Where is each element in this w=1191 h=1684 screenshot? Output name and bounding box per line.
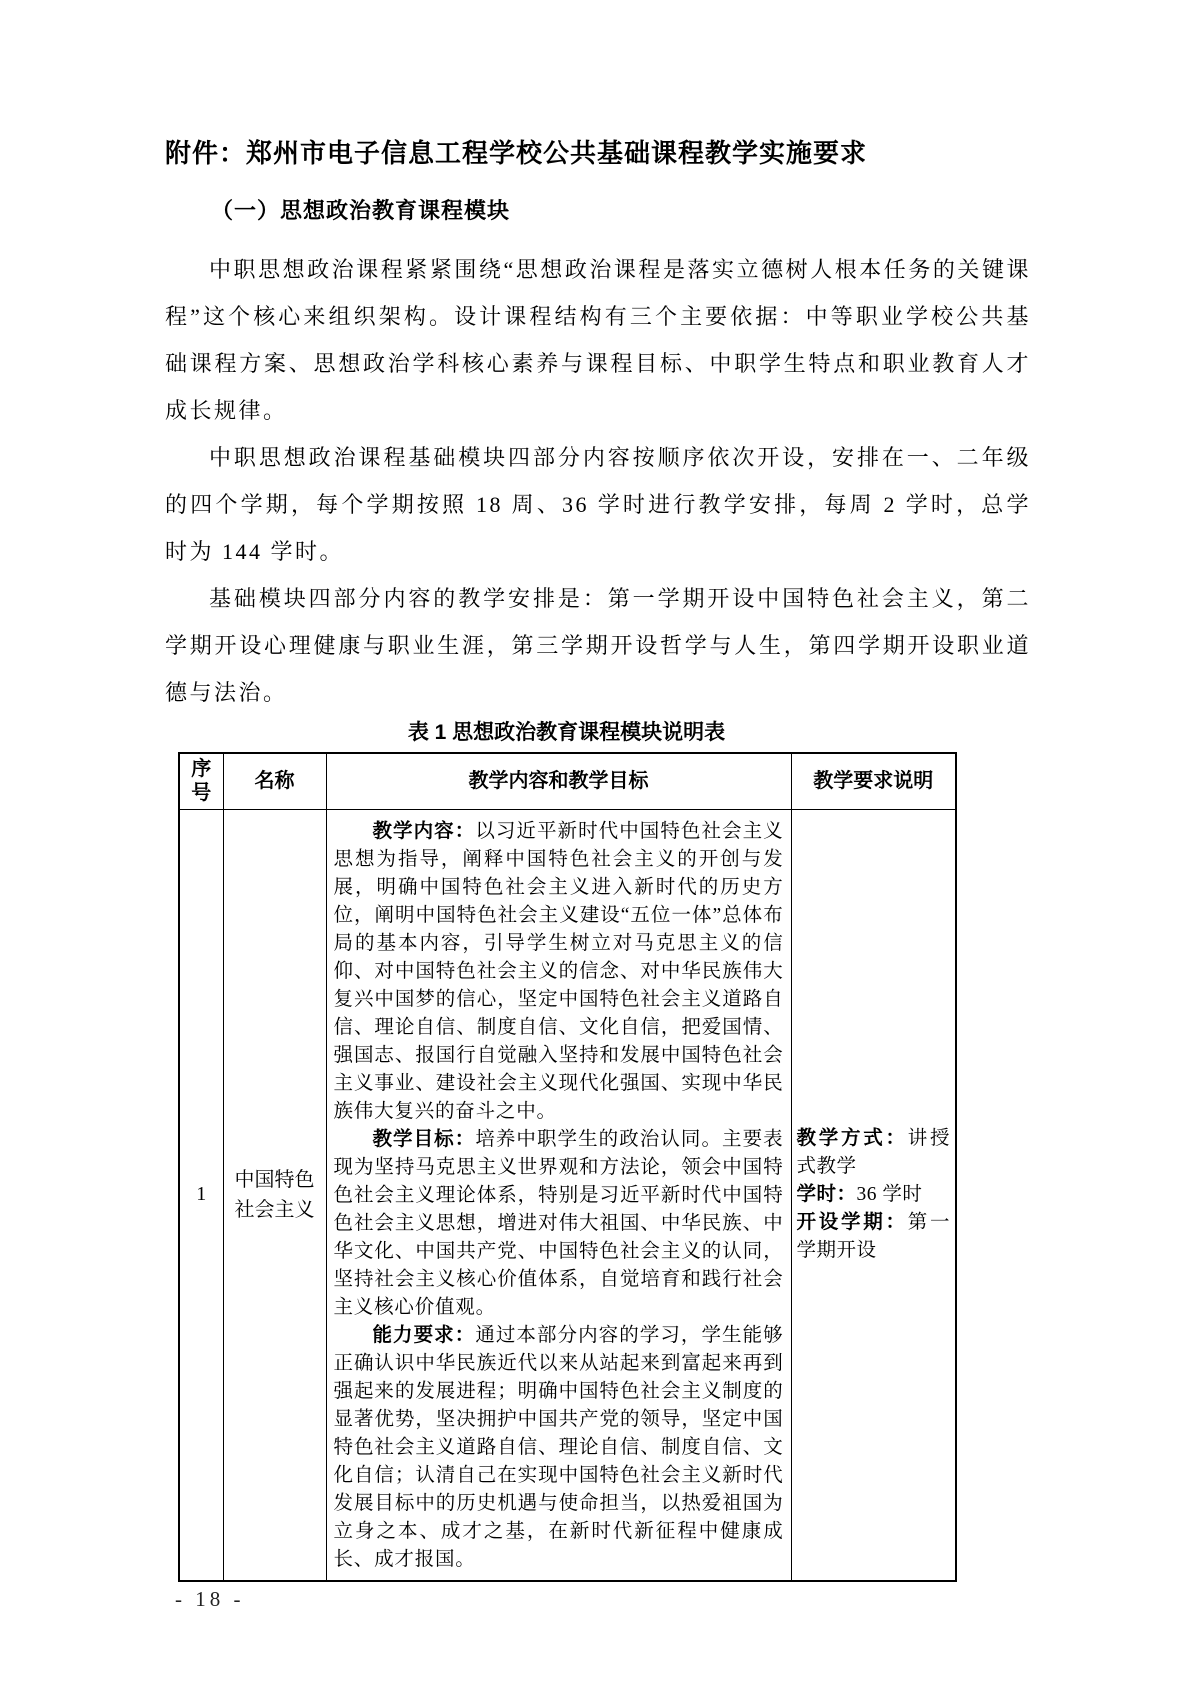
teaching-goal-paragraph xyxy=(334,1126,784,1322)
section-heading: （一）思想政治教育课程模块 xyxy=(211,198,511,223)
teaching-method-label: 教学方式： xyxy=(796,1127,908,1149)
header-name: 名称 xyxy=(223,753,326,809)
paragraph-course-framework: 中职思想政治课程紧紧围绕“思想政治课程是落实立德树人根本任务的关键课程”这个核心来组织架构。设计课程结构有三个主要依据：中等职业学校公共基础课程方案、思想政治学科核心素养与课程目标、中职学生特点和职业教育人才成长规律。 xyxy=(165,257,1031,423)
paragraph-schedule: 中职思想政治课程基础模块四部分内容按顺序依次开设，安排在一、二年级的四个学期，每个学期按照 18 周、36 学时进行教学安排，每周 2 学时，总学时为 144 学时。 xyxy=(165,445,1031,564)
semester-line xyxy=(797,1209,951,1265)
class-hours-line xyxy=(797,1181,951,1209)
course-module-table xyxy=(178,752,957,1582)
teaching-goal-label: 教学目标： xyxy=(372,1128,476,1150)
header-requirements: 教学要求说明 xyxy=(791,753,956,809)
ability-requirement-text: 通过本部分内容的学习，学生能够正确认识中华民族近代以来从站起来到富起来再到强起来的发展进程；明确中国特色社会主义制度的显著优势，坚决拥护中国共产党的领导，坚定中国特色社会主义道路自信、理论自信、制度自信、文化自信；认清自己在实现中国特色社会主义新时代发展目标中的历史机遇与使命担当，以热爱祖国为立身之本、成才之基，在新时代新征程中健康成长、成才报国。 xyxy=(333,1324,784,1570)
teaching-method-text: 讲授式教学 xyxy=(796,1127,950,1177)
header-content-goals: 教学内容和教学目标 xyxy=(326,753,791,809)
teaching-goal-text: 培养中职学生的政治认同。主要表现为坚持马克思主义世界观和方法论，领会中国特色社会主义理论体系，特别是习近平新时代中国特色社会主义思想，增进对伟大祖国、中华民族、中华文化、中国共产党、中国特色社会主义的认同，坚持社会主义核心价值体系，自觉培育和践行社会主义核心价值观。 xyxy=(333,1128,784,1318)
table-caption: 表 1 思想政治教育课程模块说明表 xyxy=(407,721,726,744)
teaching-content-paragraph xyxy=(334,818,784,1126)
cell-row-number: 1 xyxy=(179,809,223,1581)
header-number: 序号 xyxy=(179,753,223,809)
table-section xyxy=(178,720,955,1582)
teaching-content-label: 教学内容： xyxy=(372,820,476,842)
teaching-content-text: 以习近平新时代中国特色社会主义思想为指导，阐释中国特色社会主义的开创与发展，明确中国特色社会主义进入新时代的历史方位，阐明中国特色社会主义建设“五位一体”总体布局的基本内容，引导学生树立对马克思主义的信仰、对中国特色社会主义的信念、对中华民族伟大复兴中国梦的信心，坚定中国特色社会主义道路自信、理论自信、制度自信、文化自信，把爱国情、强国志、报国行自觉融入坚持和发展中国特色社会主义事业、建设社会主义现代化强国、实现中华民族伟大复兴的奋斗之中。 xyxy=(333,820,784,1122)
table-header-row xyxy=(179,753,956,809)
ability-requirement-label: 能力要求： xyxy=(372,1324,476,1346)
class-hours-text: 36 学时 xyxy=(856,1183,923,1205)
table-row xyxy=(179,809,956,1581)
document-title: 附件：郑州市电子信息工程学校公共基础课程教学实施要求 xyxy=(165,138,868,168)
cell-teaching-content xyxy=(326,809,791,1581)
ability-requirement-paragraph xyxy=(334,1322,784,1574)
semester-label: 开设学期： xyxy=(796,1211,908,1233)
paragraph-semester-plan: 基础模块四部分内容的教学安排是：第一学期开设中国特色社会主义，第二学期开设心理健康与职业生涯，第三学期开设哲学与人生，第四学期开设职业道德与法治。 xyxy=(165,586,1031,705)
class-hours-label: 学时： xyxy=(796,1183,857,1205)
page-number: - 18 - xyxy=(175,1587,245,1611)
semester-text: 第一学期开设 xyxy=(796,1211,950,1261)
cell-teaching-requirements xyxy=(791,809,956,1581)
cell-course-name: 中国特色社会主义 xyxy=(223,809,326,1581)
teaching-method-line xyxy=(797,1125,951,1181)
